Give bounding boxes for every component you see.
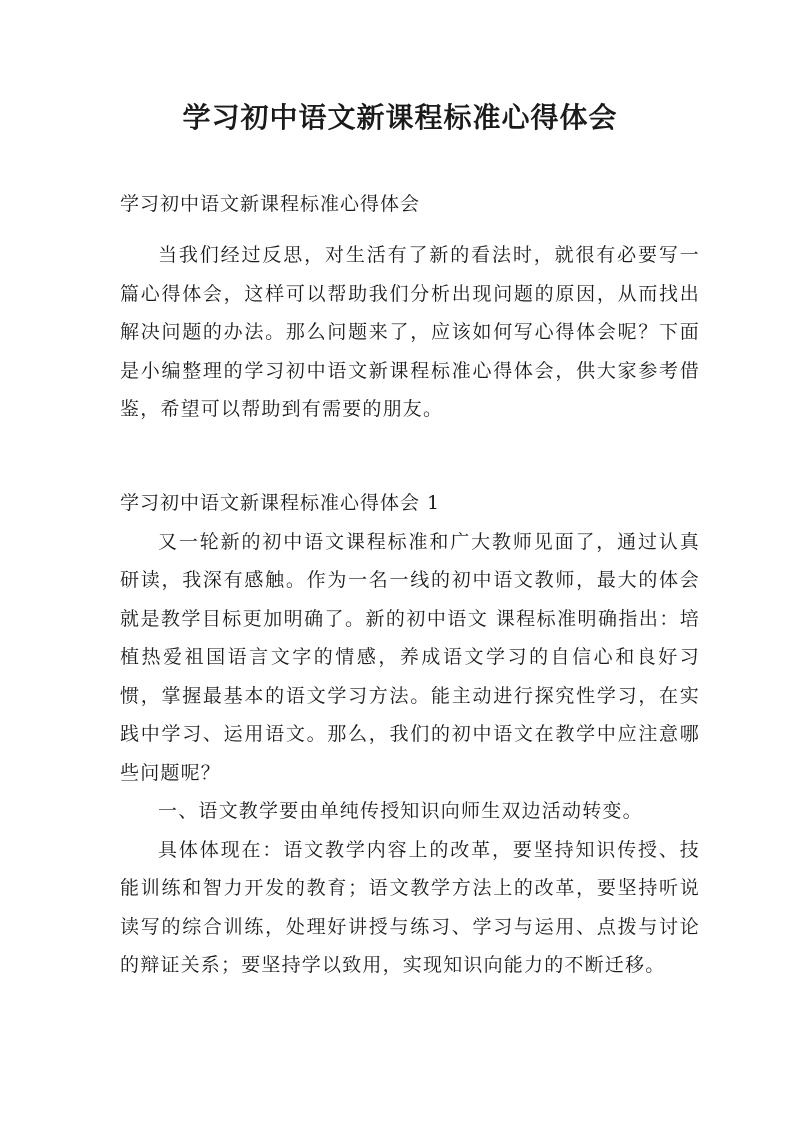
section-1-paragraph-2: 一、语文教学要由单纯传授知识向师生双边活动转变。 [158, 800, 643, 822]
document-title: 学习初中语文新课程标准心得体会 [182, 101, 618, 134]
section-1-paragraph-3: 具体体现在：语文教学内容上的改革，要坚持知识传授、技能训练和智力开发的教育；语文教学方法上的改革，要坚持听说读写的综合训练，处理好讲授与练习、学习与运用、点拨与讨论的辩证关系；要坚持学以致用，实现知识向能力的不断迁移。 [120, 838, 700, 976]
section-1-heading: 学习初中语文新课程标准心得体会 1 [120, 492, 441, 514]
intro-paragraph: 当我们经过反思，对生活有了新的看法时，就很有必要写一篇心得体会，这样可以帮助我们分析出现问题的原因，从而找出解决问题的办法。那么问题来了，应该如何写心得体会呢？下面是小编整理的学习初中语文新课程标准心得体会，供大家参考借鉴，希望可以帮助到有需要的朋友。 [120, 244, 700, 420]
section-1-paragraph-1: 又一轮新的初中语文课程标准和广大教师见面了，通过认真研读，我深有感触。作为一名一线的初中语文教师，最大的体会就是教学目标更加明确了。新的初中语文 课程标准明确指出：培植热爱祖国语言文字的情感，养成语文学习的自信心和良好习惯，掌握最基本的语文学习方法。能主动进行探究性学习，在实践中学习、运用语文。那么，我们的初中语文在教学中应注意哪些问题呢？ [120, 530, 700, 784]
document-subtitle: 学习初中语文新课程标准心得体会 [120, 193, 421, 215]
intro-block [120, 236, 700, 429]
section-1 [120, 484, 700, 985]
